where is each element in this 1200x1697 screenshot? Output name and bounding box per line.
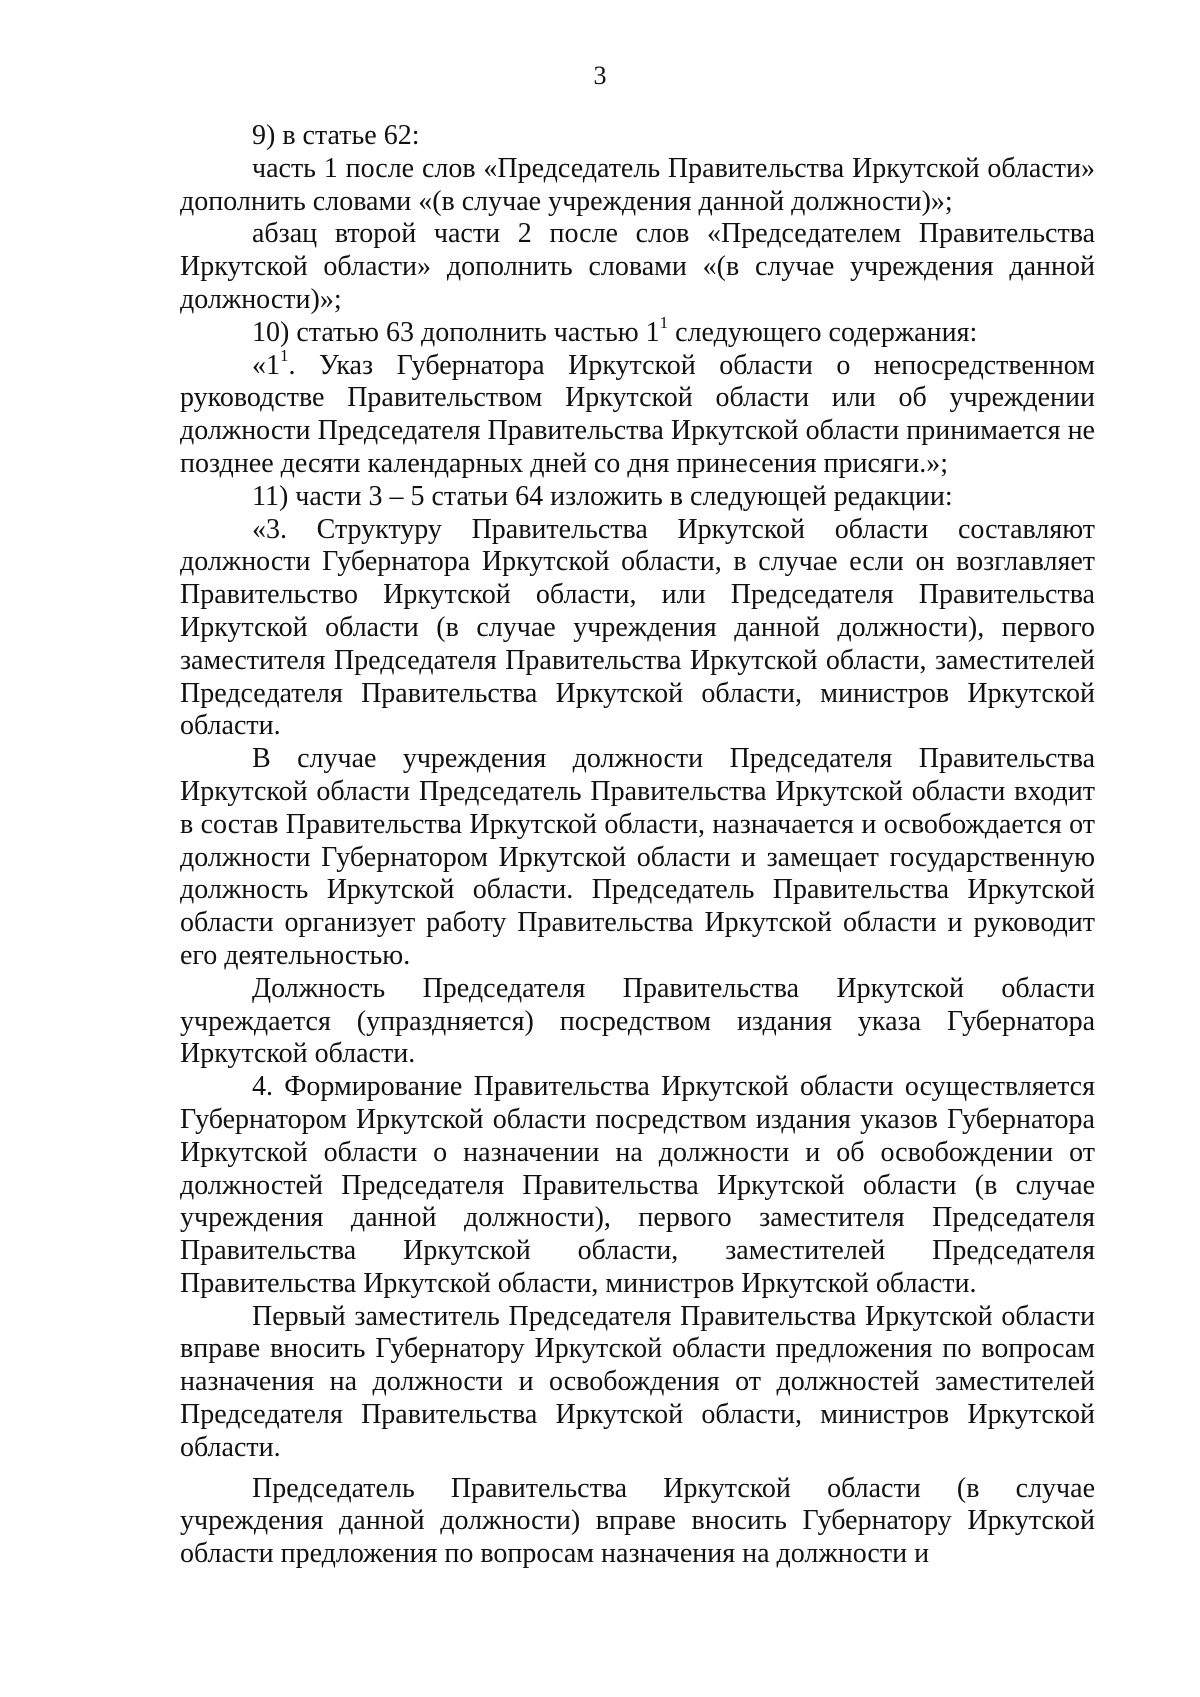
quoted-paragraph: Первый заместитель Председателя Правительства Иркутской области вправе вносить Губернатору Иркутской области предложения по вопросам назначения на должности и освобождения от должностей заместителей Председателя Правительства Иркутской области, министров Иркутской области. xyxy=(180,1300,1095,1463)
document-body xyxy=(180,120,1095,1571)
superscript-index: 1 xyxy=(659,313,669,333)
amendment-item-10 xyxy=(180,313,1095,350)
quoted-paragraph: Должность Председателя Правительства Иркутской области учреждается (упраздняется) посредством издания указа Губернатора Иркутской области. xyxy=(180,972,1095,1070)
amendment-item-9: 9) в статье 62: xyxy=(252,120,420,151)
quoted-part-3: «3. Структуру Правительства Иркутской области составляют должности Губернатора Иркутской области, в случае если он возглавляет Правительство Иркутской области, или Председателя Правительства Иркутской области (в случае учреждения данной должности), первого заместителя Председателя Правительства Иркутской области, заместителей Председателя Правительства Иркутской области, министров Иркутской области. xyxy=(180,513,1095,742)
text-fragment: . Указ Губернатора Иркутской области о непосредственном руководстве Правительством Иркутской области или об учреждении должности Председателя Правительства Иркутской области принимается не позднее десяти календарных дней со дня принесения присяги.»; xyxy=(180,349,1095,479)
page-number: 3 xyxy=(593,61,607,90)
text-fragment: «1 xyxy=(252,349,280,381)
text-fragment: следующего содержания: xyxy=(668,316,978,348)
amendment-item-11: 11) части 3 – 5 статьи 64 изложить в следующей редакции: xyxy=(252,480,953,512)
quoted-paragraph: Председатель Правительства Иркутской области (в случае учреждения данной должности) вправе вносить Губернатору Иркутской области предложения по вопросам назначения на должности и xyxy=(180,1472,1095,1570)
quoted-part-4: 4. Формирование Правительства Иркутской области осуществляется Губернатором Иркутской области посредством издания указов Губернатора Иркутской области о назначении на должности и об освобождении от должностей Председателя Правительства Иркутской области (в случае учреждения данной должности), первого заместителя Председателя Правительства Иркутской области, заместителей Председателя Правительства Иркутской области, министров Иркутской области. xyxy=(180,1071,1095,1299)
superscript-index: 1 xyxy=(280,346,289,366)
amendment-paragraph: абзац второй части 2 после слов «Председателем Правительства Иркутской области» дополнить словами «(в случае учреждения данной должности)»; xyxy=(180,218,1095,315)
text-fragment: 10) статью 63 дополнить частью 1 xyxy=(252,316,660,348)
amendment-paragraph: часть 1 после слов «Председатель Правительства Иркутской области» дополнить словами «(в случае учреждения данной должности)»; xyxy=(180,152,1095,217)
quoted-paragraph: В случае учреждения должности Председателя Правительства Иркутской области Председатель Правительства Иркутской области входит в состав Правительства Иркутской области, назначается и освобождается от должности Губернатором Иркутской области и замещает государственную должность Иркутской области. Председатель Правительства Иркутской области организует работу Правительства Иркутской области и руководит его деятельностью. xyxy=(180,743,1095,971)
quoted-part-1-1 xyxy=(180,346,1095,481)
